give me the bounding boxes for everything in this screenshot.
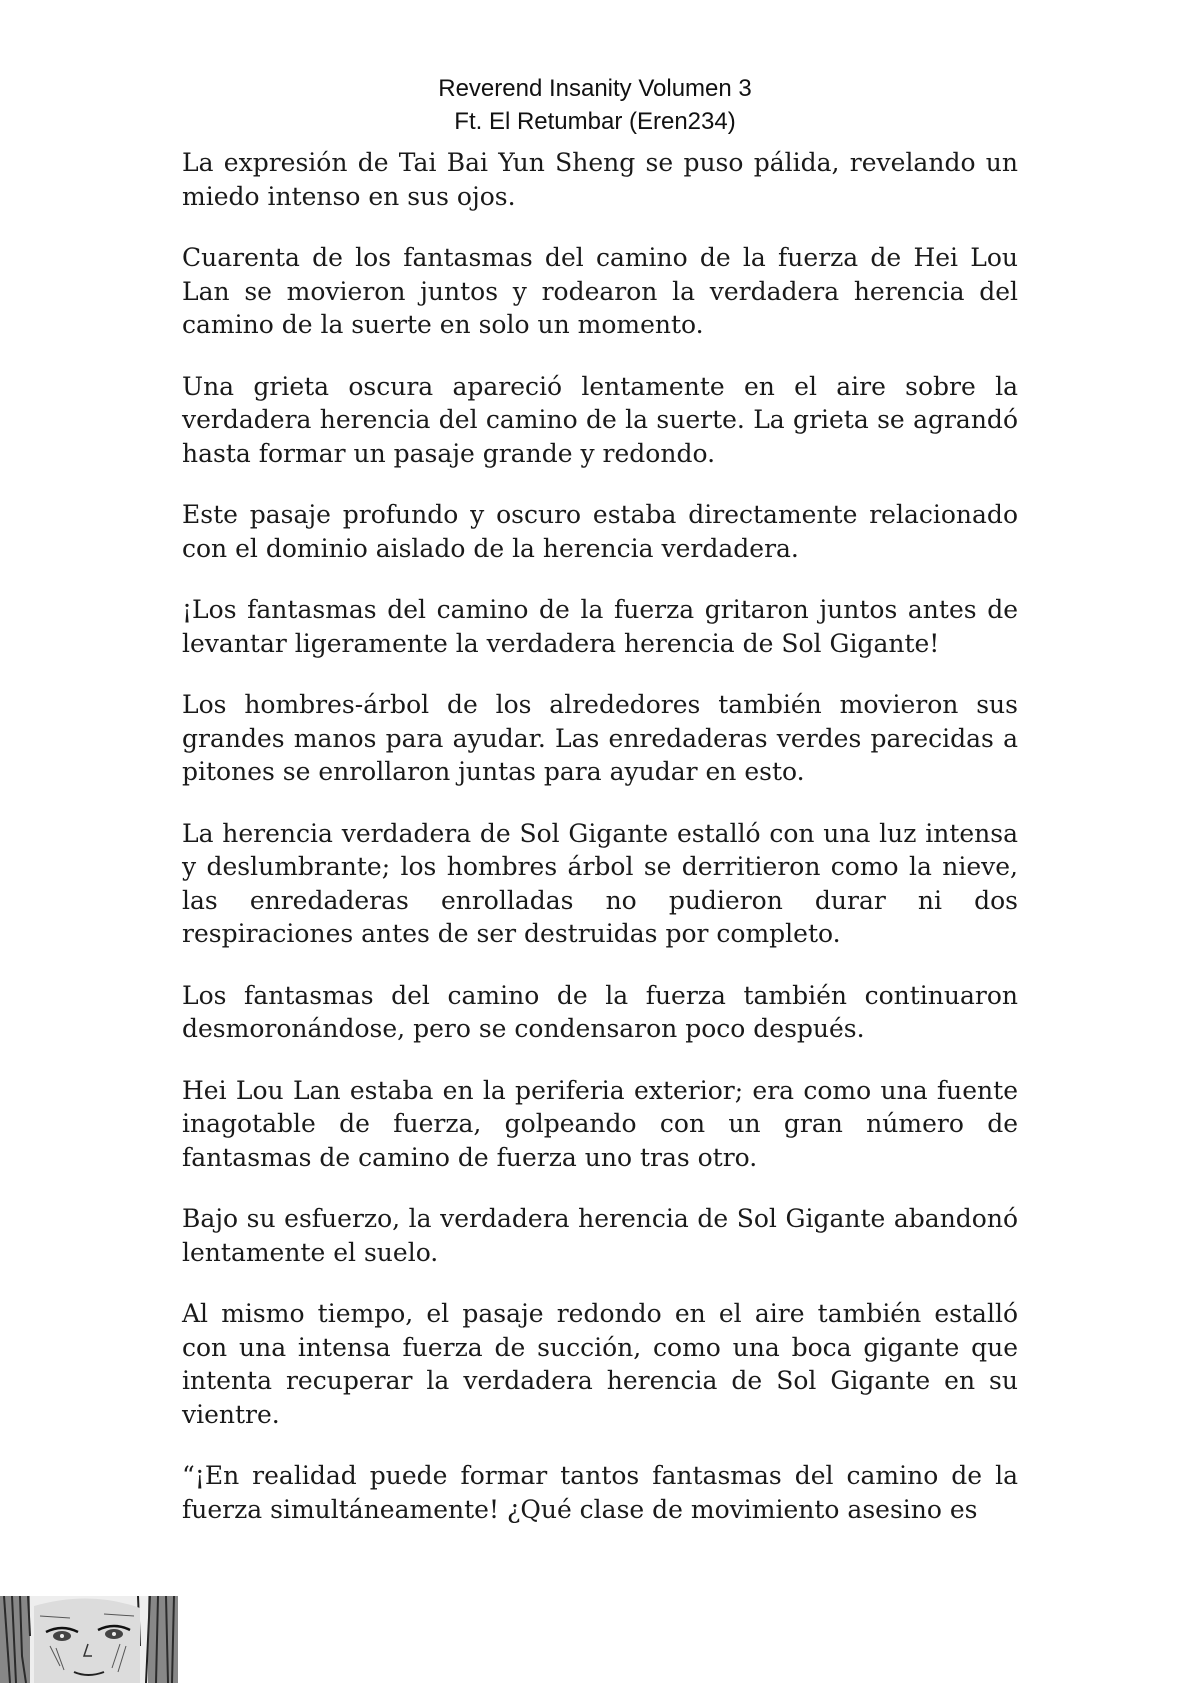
paragraph: Cuarenta de los fantasmas del camino de la fuerza de Hei Lou Lan se movieron juntos y rodearon la verdadera herencia del camino de la suerte en solo un momento. bbox=[182, 243, 1018, 339]
paragraph: ¡Los fantasmas del camino de la fuerza gritaron juntos antes de levantar ligeramente la verdadera herencia de Sol Gigante! bbox=[182, 595, 1018, 658]
header-title: Reverend Insanity Volumen 3 bbox=[438, 75, 752, 102]
paragraph: Hei Lou Lan estaba en la periferia exterior; era como una fuente inagotable de fuerza, golpeando con un gran número de fantasmas de camino de fuerza uno tras otro. bbox=[182, 1075, 1018, 1172]
paragraph: Los fantasmas del camino de la fuerza también continuaron desmoronándose, pero se condensaron poco después. bbox=[182, 980, 1018, 1043]
header-credit: Ft. El Retumbar (Eren234) bbox=[454, 108, 736, 135]
paragraph: Al mismo tiempo, el pasaje redondo en el aire también estalló con una intensa fuerza de succión, como una boca gigante que intenta recuperar la verdadera herencia de Sol Gigante en su vientre. bbox=[182, 1299, 1018, 1429]
paragraph: Este pasaje profundo y oscuro estaba directamente relacionado con el dominio aislado de la herencia verdadera. bbox=[182, 500, 1018, 563]
illustration-drawing bbox=[0, 1596, 178, 1683]
paragraph: Bajo su esfuerzo, la verdadera herencia de Sol Gigante abandonó lentamente el suelo. bbox=[182, 1204, 1018, 1267]
paragraph: “¡En realidad puede formar tantos fantasmas del camino de la fuerza simultáneamente! ¿Qué clase de movimiento asesino es bbox=[182, 1461, 1018, 1524]
paragraph: Una grieta oscura apareció lentamente en el aire sobre la verdadera herencia del camino de la suerte. La grieta se agrandó hasta formar un pasaje grande y redondo. bbox=[182, 371, 1018, 468]
paragraph: La expresión de Tai Bai Yun Sheng se puso pálida, revelando un miedo intenso en sus ojos. bbox=[182, 148, 1018, 211]
paragraph: La herencia verdadera de Sol Gigante estalló con una luz intensa y deslumbrante; los hombres árbol se derritieron como la nieve, las enredaderas enrolladas no pudieron durar ni dos respiraciones antes de ser destruidas por completo. bbox=[182, 818, 1018, 948]
manga-face-illustration bbox=[0, 1596, 178, 1683]
paragraph: Los hombres-árbol de los alrededores también movieron sus grandes manos para ayudar. Las enredaderas verdes parecidas a pitones se enrollaron juntas para ayudar en esto. bbox=[182, 690, 1018, 786]
page-header bbox=[0, 72, 1190, 138]
chapter-body bbox=[182, 146, 1018, 1554]
